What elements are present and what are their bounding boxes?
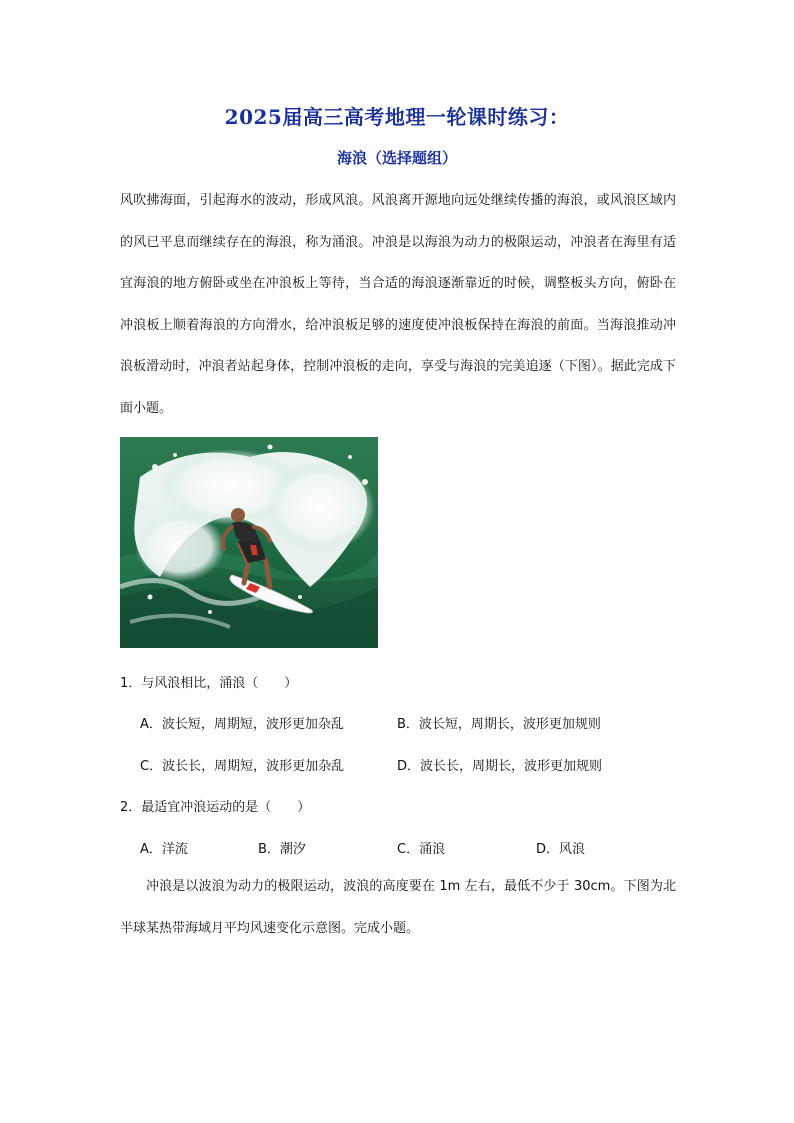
question-1-stem: 1．与风浪相比，涌浪（ ） [120,676,298,691]
surfer-photo [120,437,378,648]
page-subtitle: 海浪（选择题组） [336,149,457,167]
question-1-option-c: C．波长长，周期短，波形更加杂乱 [140,759,345,774]
question-2-option-c: C．涌浪 [397,842,446,857]
question-1-option-d: D．波长长，周期长，波形更加规则 [397,759,603,774]
question-2-option-a: A．洋流 [140,842,188,857]
question-1-option-b: B．波长短，周期长，波形更加规则 [397,717,601,732]
second-passage: 冲浪是以波浪为动力的极限运动，波浪的高度要在 1m 左右，最低不少于 30cm。下图为北半球某热带海域月平均风速变化示意图。完成小题。 [120,879,676,936]
question-2-stem: 2．最适宜冲浪运动的是（ ） [120,800,311,815]
page-title: 2025届高三高考地理一轮课时练习： [224,105,570,129]
question-2-option-b: B．潮汐 [258,842,306,857]
intro-passage: 风吹拂海面，引起海水的波动，形成风浪。风浪离开源地向远处继续传播的海浪，或风浪区域内的风已平息而继续存在的海浪，称为涌浪。冲浪是以海浪为动力的极限运动，冲浪者在海里有适宜海浪的地方俯卧或坐在冲浪板上等待，当合适的海浪逐渐靠近的时候，调整板头方向，俯卧在冲浪板上顺着海浪的方向滑水，给冲浪板足够的速度使冲浪板保持在海浪的前面。当海浪推动冲浪板滑动时，冲浪者站起身体，控制冲浪板的走向，享受与海浪的完美追逐（下图）。据此完成下面小题。 [120,193,676,416]
question-2-option-d: D．风浪 [536,842,586,857]
question-1-option-a: A．波长短，周期短，波形更加杂乱 [140,717,344,732]
